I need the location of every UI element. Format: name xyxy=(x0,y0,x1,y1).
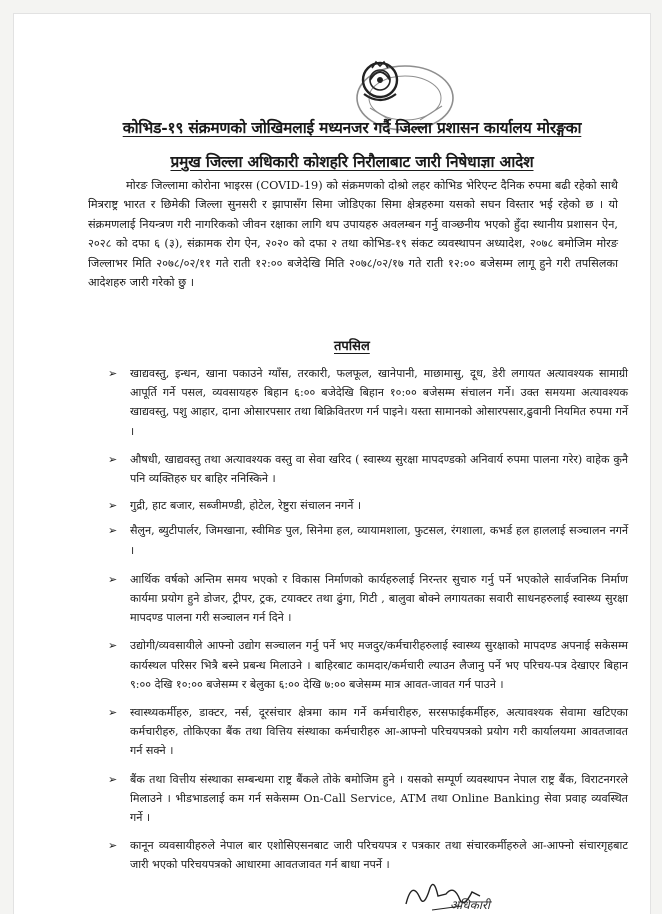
document-title-line-2: प्रमुख जिल्ला अधिकारी कोशहरि निरौलाबाट जारी निषेधाज्ञा आदेश xyxy=(170,152,534,171)
arrow-bullet-icon: ➢ xyxy=(108,367,118,380)
section-heading: तपसिल xyxy=(334,339,370,354)
arrow-bullet-icon: ➢ xyxy=(108,524,118,538)
list-item xyxy=(100,636,628,694)
arrow-bullet-icon: ➢ xyxy=(108,639,118,653)
list-item xyxy=(100,364,628,441)
list-item xyxy=(100,521,628,559)
list-item xyxy=(100,836,628,874)
list-item-text: आर्थिक वर्षको अन्तिम समय भएको र विकास निर्माणको कार्यहरुलाई निरन्तर सुचारु गर्नु पर्ने भएकोले सार्वजनिक निर्माण कार्यमा प्रयोग हुने डोजर, ट्रीपर, ट्रक, टयाक्टर तथा ढुंगा, गिटी , बालुवा बोक्ने लगायतका सवारी साधनहरुलाई स्वास्थ्य सुरक्षा मापदण्ड पालना गरी सञ्चालन गर्न दिने । xyxy=(130,572,628,625)
arrow-bullet-icon: ➢ xyxy=(108,499,118,513)
list-item xyxy=(100,450,628,488)
list-item-text: स्वास्थ्यकर्मीहरु, डाक्टर, नर्स, दूरसंचार क्षेत्रमा काम गर्ने कर्मचारीहरु, सरसफाईकर्मीहरु, अत्यावश्यक सेवामा खटिएका कर्मचारीहरु, तोकिएका बैंक तथा वित्तिय संस्थाका कर्मचारीहरु आ-आफ्नो परिचयपत्रको प्रयोग गरी कार्यालयमा आवतजावत गर्न सक्ने । xyxy=(130,706,628,758)
arrow-bullet-icon: ➢ xyxy=(108,772,118,786)
intro-paragraph: मोरङ जिल्लामा कोरोना भाइरस (COVID-19) को संक्रमणको दोश्रो लहर कोभिड भेरिएन्ट दैनिक रुपमा बढी रहेको साथै मित्रराष्ट्र भारत र छिमेकी जिल्ला सुनसरी र झापासँग सिमा जोडिएका सिमा क्षेत्रहरुमा यसको सघन विस्तार भई रहेको छ । यो संक्रमणलाई नियन्त्रण गरी नागरिकको जीवन रक्षाका लागि थप उपायहरु अवलम्बन गर्नु वाञ्छनीय भएको हुँदा स्थानीय प्रशासन ऐन, २०२८ को दफा ६ (३), संक्रामक रोग ऐन, २०२० को दफा २ तथा कोभिड-१९ संकट व्यवस्थापन अध्यादेश, २०७८ बमोजिम मोरङ जिल्लाभर मिति २०७८/०२/११ गते राती १२:०० बजेदेखि मिति २०७८/०२/१७ गते राती १२:०० बजेसम्म लागू हुने गरी तपसिलका आदेशहरु जारी गरेको छु । xyxy=(88,179,618,290)
order-list xyxy=(100,364,628,875)
list-item-text: बैंक तथा वित्तीय संस्थाका सम्बन्धमा राष्ट्र बैंकले तोके बमोजिम हुने । यसको सम्पूर्ण व्यवस्थापन नेपाल राष्ट्र बैंक, विराटनगरले मिलाउने । भीडभाडलाई कम गर्न सकेसम्म On-Call Service, ATM तथा Online Banking सेवा प्रवाह व्यवस्थित गर्ने । xyxy=(130,772,628,825)
list-item-text: औषधी, खाद्यवस्तु तथा अत्यावश्यक वस्तु वा सेवा खरिद ( स्वास्थ्य सुरक्षा मापदण्डको अनिवार्य रुपमा पालना गरेर) वाहेक कुनै पनि व्यक्तिहरु घर बाहिर ननिस्किने । xyxy=(130,452,628,486)
list-item xyxy=(100,496,628,515)
arrow-bullet-icon: ➢ xyxy=(108,572,118,586)
list-item-text: खाद्यवस्तु, इन्धन, खाना पकाउने ग्याँस, तरकारी, फलफूल, खानेपानी, माछामासु, दूध, डेरी लगायत अत्यावश्यक सामाग्री आपूर्ति गर्ने पसल, व्यवसायहरु बिहान ६:०० बजेदेखि बिहान १०:०० बजेसम्म संचालन गर्ने। उक्त समयमा अत्यावश्यक खाद्यवस्तु, पशु आहार, दाना ओसारपसार तथा बिक्रिवितरण गर्न पाइने। यस्ता सामानको ओसारपसार,ढुवानी नियमित रुपमा गर्ने । xyxy=(130,367,628,438)
document-page xyxy=(14,14,650,914)
list-item xyxy=(100,703,628,761)
list-item-text: सैलुन, ब्युटीपार्लर, जिमखाना, स्वीमिङ पुल, सिनेमा हल, व्यायामशाला, फुटसल, रंगशाला, कभर्ड हल हाललाई सञ्चालन नगर्ने । xyxy=(130,524,628,557)
arrow-bullet-icon: ➢ xyxy=(108,452,118,466)
arrow-bullet-icon: ➢ xyxy=(108,839,118,853)
list-item-text: गुद्री, हाट बजार, सब्जीमण्डी, होटेल, रेष्टुरा संचालन नगर्ने । xyxy=(130,499,362,513)
list-item-text: उद्योगी/व्यवसायीले आफ्नो उद्योग सञ्चालन गर्नु पर्ने भए मजदुर/कर्मचारीहरुलाई स्वास्थ्य सुरक्षाको मापदण्ड अपनाई सकेसम्म कार्यस्थल परिसर भित्रै बस्ने प्रबन्ध मिलाउने । बाहिरबाट कामदार/कर्मचारी ल्याउन लैजानु पर्ने भए परिचय-पत्र देखाएर बिहान ९:०० देखि १०:०० बजेसम्म र बेलुका ६:०० देखि ७:०० बजेसम्म मात्र आवत-जावत गर्न पाउने । xyxy=(130,639,628,691)
signature-label: अधिकारी xyxy=(450,898,490,912)
list-item xyxy=(100,570,628,628)
arrow-bullet-icon: ➢ xyxy=(108,706,118,720)
list-item xyxy=(100,770,628,828)
list-item-text: कानून व्यवसायीहरुले नेपाल बार एशोसिएसनबाट जारी परिचयपत्र र पत्रकार तथा संचारकर्मीहरुले आ-आफ्नो संचारगृहबाट जारी भएको परिचयपत्रको आधारमा आवतजावत गर्न बाधा नपर्ने । xyxy=(130,839,628,872)
document-title-line-1: कोभिड-१९ संक्रमणको जोखिमलाई मध्यनजर गर्दै जिल्ला प्रशासन कार्यालय मोरङ्गका xyxy=(122,118,582,137)
